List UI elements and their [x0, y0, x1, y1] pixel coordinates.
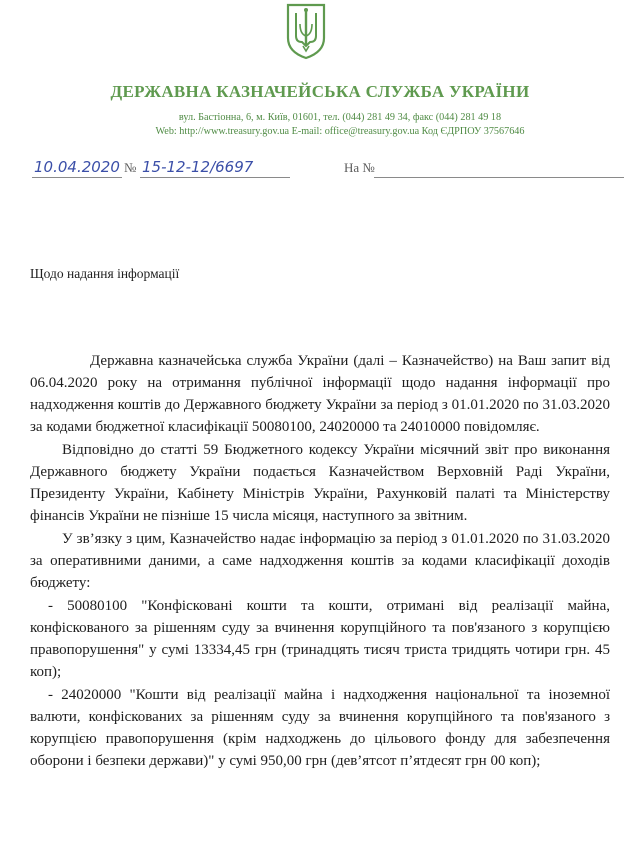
letter-subject: Щодо надання інформації — [30, 266, 180, 281]
paragraph-request: Державна казначейська служба України (далі – Казначейство) на Ваш запит від 06.04.2020 року на отримання публічної інформації щодо надання інформації про надходження коштів до Державного бюджету України за період з 01.01.2020 по 31.03.2020 за кодами бюджетної класифікації 50080100, 24020000 та 24010000 повідомляє. — [30, 353, 610, 435]
letter-body — [30, 350, 610, 773]
outgoing-number-label: № — [124, 160, 137, 175]
date-underline — [32, 177, 122, 178]
paragraph-legal-basis: Відповідно до статті 59 Бюджетного кодексу України місячний звіт про виконання Державного бюджету України подається Казначейством Верховній Раді України, Президенту України, Кабінету Міністрів України, Рахунковій палаті та Міністерству фінансів України не пізніше 15 числа місяця, наступного за звітним. — [30, 442, 610, 524]
outgoing-date: 10.04.2020 — [34, 158, 120, 176]
agency-name: ДЕРЖАВНА КАЗНАЧЕЙСЬКА СЛУЖБА УКРАЇНИ — [110, 82, 530, 101]
paragraph-code-24020000: - 24020000 "Кошти від реалізації майна і надходження національної та іноземної валюти, конфіскованих за рішенням суду за вчинення корупційного та пов'язаного з корупцією правопорушення (крім надходжень до цільового фонду для забезпечення оборони і безпеки держави)" у сумі 950,00 грн (дев’ятсот п’ятдесят грн 00 коп); — [30, 687, 610, 769]
paragraph-provided-info: У зв’язку з цим, Казначейство надає інформацію за період з 01.01.2020 по 31.03.2020 за оперативними даними, а саме надходження коштів за кодами класифікації доходів бюджету: — [30, 531, 610, 591]
reply-number-underline — [374, 177, 624, 178]
reply-number-label: На № — [344, 160, 375, 175]
agency-web-email: Web: http://www.treasury.gov.ua E-mail: office@treasury.gov.ua Код ЄДРПОУ 37567646 — [155, 126, 525, 137]
number-underline — [140, 177, 290, 178]
outgoing-number: 15-12-12/6697 — [142, 158, 254, 176]
paragraph-code-50080100: - 50080100 "Конфісковані кошти та кошти, отримані від реалізації майна, конфіскованого за рішенням суду за вчинення корупційного та пов'язаного з корупцією правопорушення" у сумі 13334,45 грн (тринадцять тисяч триста тридцять чотири грн. 45 коп); — [30, 598, 610, 680]
coat-of-arms-icon — [284, 2, 328, 60]
agency-address: вул. Бастіонна, 6, м. Київ, 01601, тел. (044) 281 49 34, факс (044) 281 49 18 — [178, 112, 502, 123]
